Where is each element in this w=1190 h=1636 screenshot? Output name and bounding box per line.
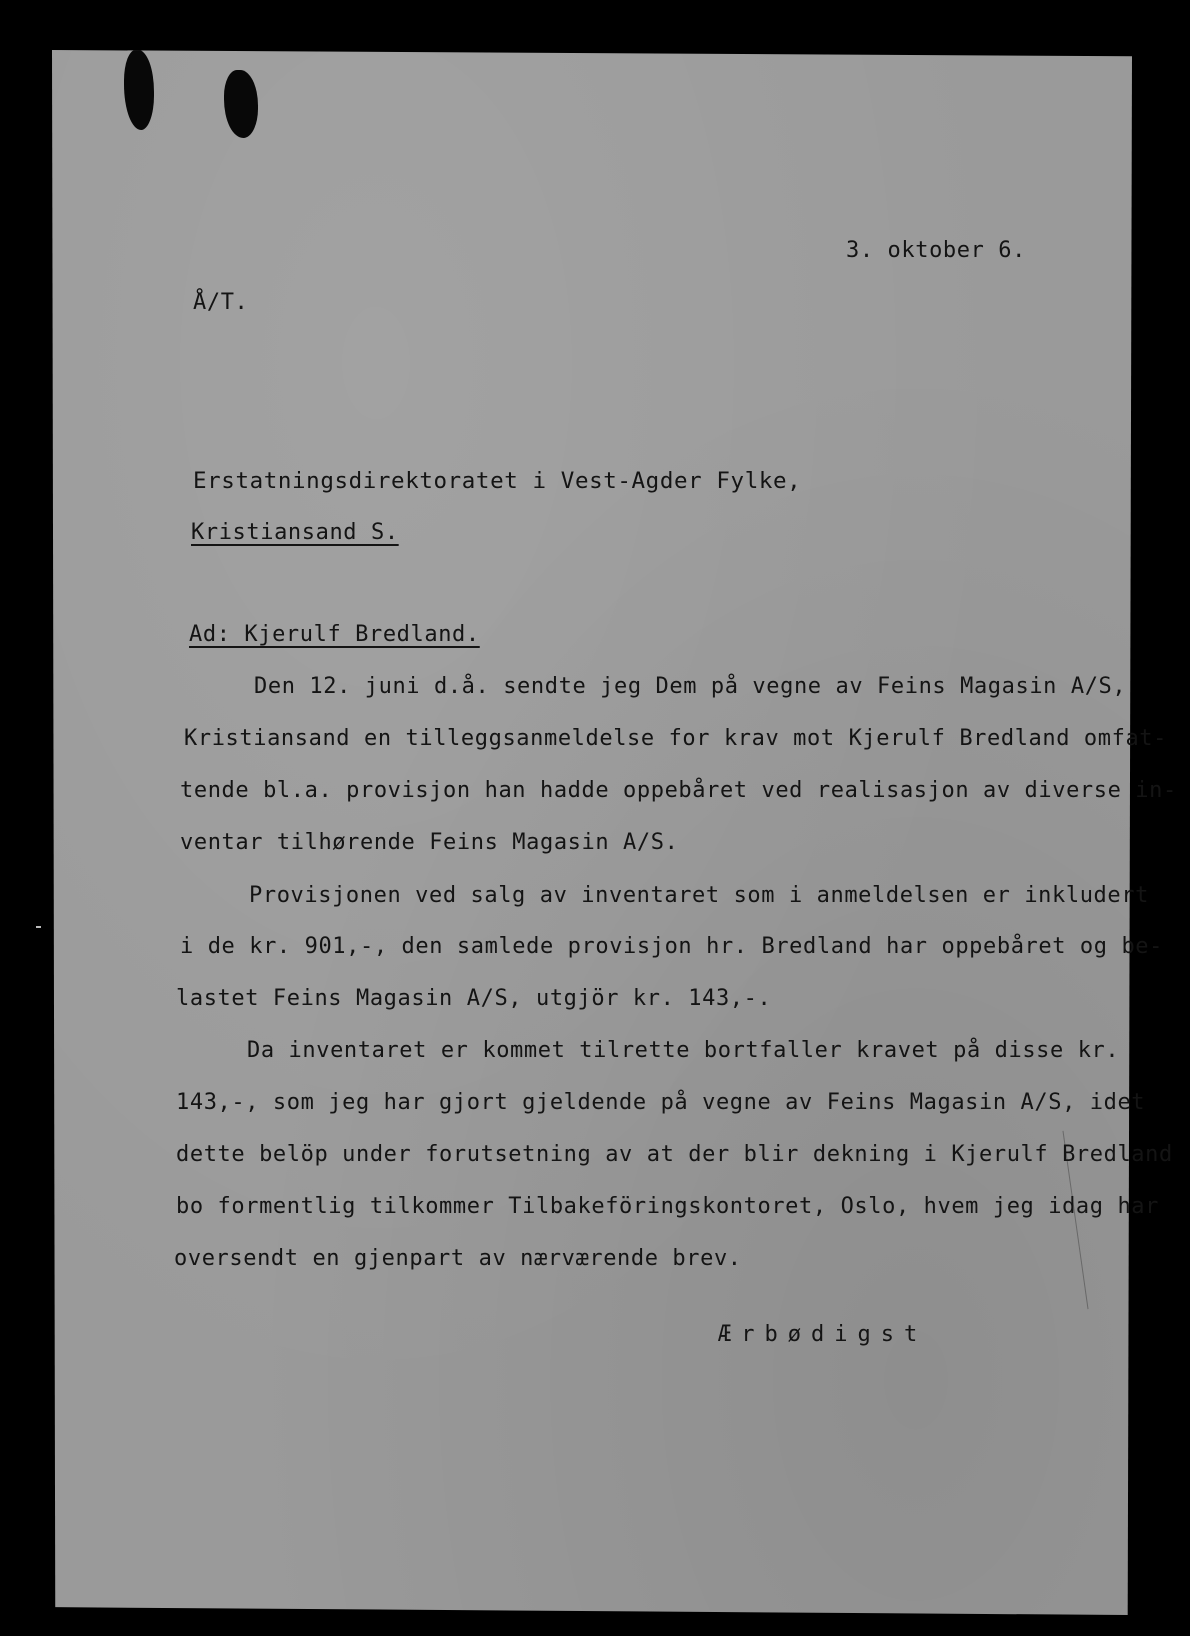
body-line: ventar tilhørende Feins Magasin A/S.: [180, 830, 679, 855]
body-line: i de kr. 901,-, den samlede provisjon hr. Bredland har oppebåret og be-: [180, 934, 1164, 959]
binding-hole-right: [224, 70, 258, 138]
body-line: Provisjonen ved salg av inventaret som i anmeldelsen er inkludert: [249, 883, 1149, 908]
letter-subject: Ad: Kjerulf Bredland.: [189, 622, 480, 647]
body-line: tende bl.a. provisjon han hadde oppebåret ved realisasjon av diverse in-: [180, 778, 1177, 803]
margin-mark: [36, 926, 41, 928]
closing-phrase: Ærbødigst: [718, 1322, 928, 1347]
letter-date: 3. oktober 6.: [846, 238, 1026, 263]
body-line: lastet Feins Magasin A/S, utgjör kr. 143,-.: [176, 986, 772, 1011]
body-line: oversendt en gjenpart av nærværende brev.: [174, 1246, 742, 1271]
body-line: Kristiansand en tilleggsanmeldelse for krav mot Kjerulf Bredland omfat-: [184, 726, 1168, 751]
body-line: Da inventaret er kommet tilrette bortfaller kravet på disse kr.: [247, 1038, 1120, 1063]
body-line: dette belöp under forutsetning av at der blir dekning i Kjerulf Bredland: [176, 1142, 1173, 1167]
body-line: bo formentlig tilkommer Tilbakeföringskontoret, Oslo, hvem jeg idag har: [176, 1194, 1160, 1219]
body-line: Den 12. juni d.å. sendte jeg Dem på vegne av Feins Magasin A/S,: [254, 674, 1127, 699]
recipient-name: Erstatningsdirektoratet i Vest-Agder Fylke,: [193, 468, 802, 494]
body-line: 143,-, som jeg har gjort gjeldende på vegne av Feins Magasin A/S, idet: [176, 1090, 1146, 1115]
binding-hole-left: [124, 50, 154, 130]
recipient-city: Kristiansand S.: [191, 520, 399, 545]
reference-initials: Å/T.: [193, 290, 249, 315]
